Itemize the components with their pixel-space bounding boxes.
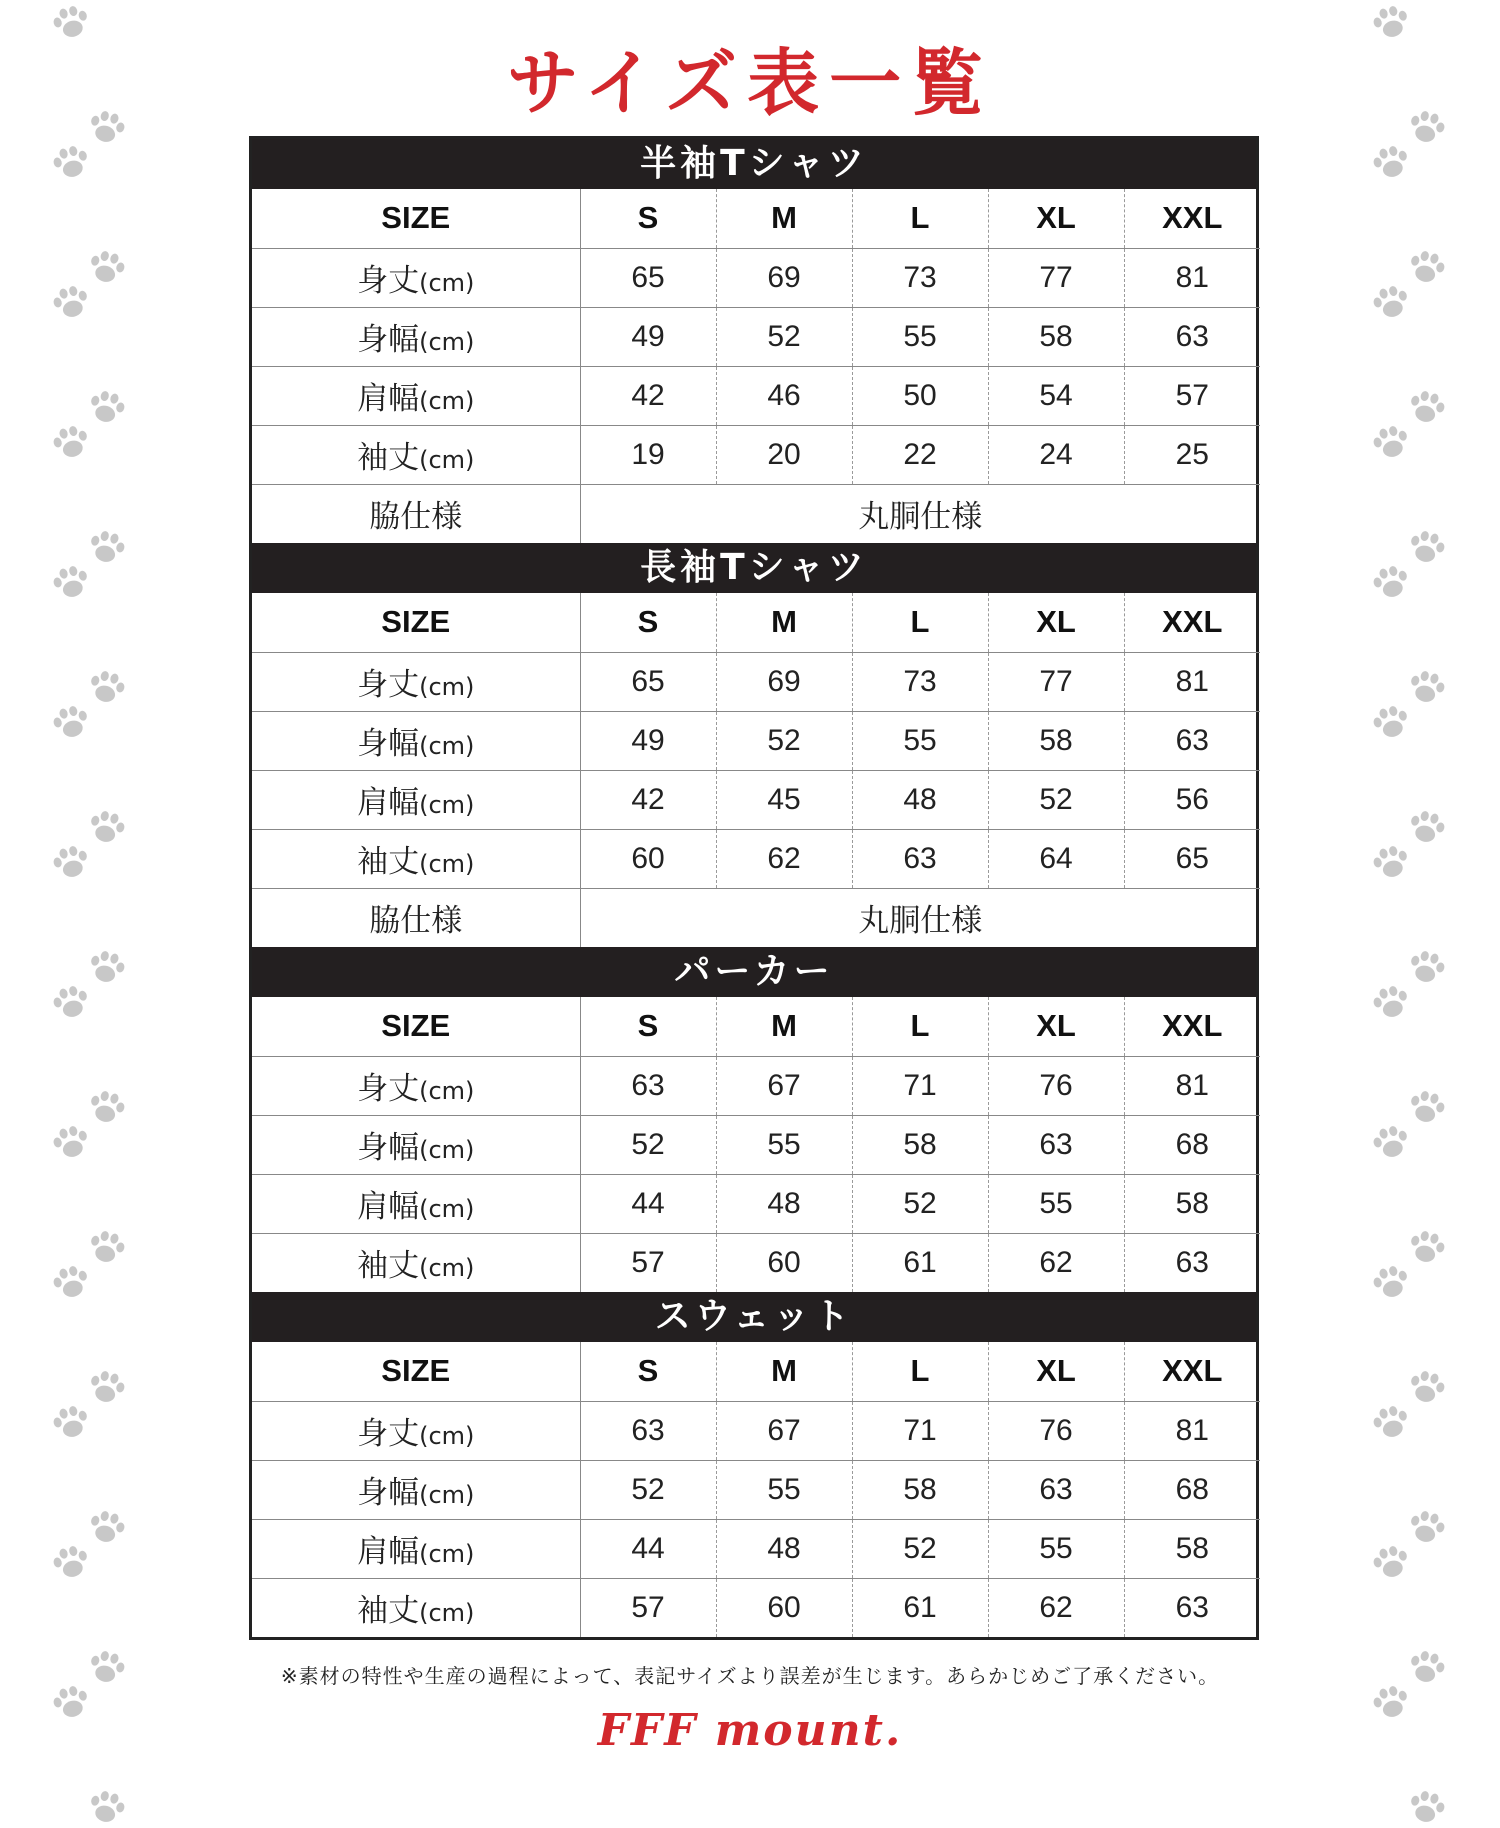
- table-cell: 76: [988, 1056, 1124, 1115]
- row-label: 袖丈(cm): [252, 829, 580, 888]
- paw-print-icon: [1368, 141, 1414, 184]
- size-header-label: SIZE: [252, 189, 580, 248]
- table-cell: 52: [580, 1115, 716, 1174]
- paw-print-icon: [1368, 561, 1414, 604]
- size-m: M: [716, 1342, 852, 1401]
- table-row: [252, 1233, 1260, 1292]
- paw-print-icon: [1404, 806, 1450, 849]
- paw-print-icon: [84, 806, 130, 849]
- size-s: S: [637, 604, 659, 640]
- table-cell: 63: [1124, 1233, 1260, 1292]
- table-cell: 49: [580, 307, 716, 366]
- table-cell: 61: [852, 1233, 988, 1292]
- table-row: [252, 770, 1260, 829]
- brand-logo: FFF mount.: [597, 1705, 903, 1756]
- side-spec-label: 脇仕様: [252, 888, 580, 947]
- table-row: [252, 1519, 1260, 1578]
- size-xl: XL: [988, 1342, 1124, 1401]
- paw-print-icon: [1404, 946, 1450, 989]
- size-s: S: [637, 200, 659, 236]
- row-label: 袖丈(cm): [252, 425, 580, 484]
- table-cell: 60: [716, 1578, 852, 1637]
- section-header-short-sleeve: 半袖Tシャツ: [252, 139, 1256, 189]
- row-label: 身丈(cm): [252, 1056, 580, 1115]
- paw-pattern-left: [40, 0, 170, 1800]
- paw-pattern-right: [1360, 0, 1490, 1800]
- paw-print-icon: [84, 386, 130, 429]
- paw-print-icon: [1404, 666, 1450, 709]
- size-table-sweat: [252, 1342, 1260, 1637]
- table-cell: 73: [852, 652, 988, 711]
- size-chart: [249, 136, 1259, 1640]
- paw-print-icon: [84, 666, 130, 709]
- size-xxl: XXL: [1124, 593, 1260, 652]
- paw-print-icon: [48, 281, 94, 324]
- table-cell: 52: [716, 711, 852, 770]
- row-label: 身丈(cm): [252, 248, 580, 307]
- table-cell: 48: [852, 770, 988, 829]
- size-header-row: [252, 189, 1260, 248]
- size-xl: XL: [988, 997, 1124, 1056]
- table-row: [252, 1401, 1260, 1460]
- paw-print-icon: [1404, 526, 1450, 569]
- table-cell: 58: [1124, 1174, 1260, 1233]
- row-label: 肩幅(cm): [252, 770, 580, 829]
- table-cell: 55: [852, 307, 988, 366]
- table-row: [252, 829, 1260, 888]
- table-cell: 44: [580, 1174, 716, 1233]
- table-cell: 73: [852, 248, 988, 307]
- paw-print-icon: [1404, 246, 1450, 289]
- table-cell: 81: [1124, 248, 1260, 307]
- size-table-short-sleeve: [252, 189, 1260, 543]
- table-cell: 58: [1124, 1519, 1260, 1578]
- table-cell: 52: [716, 307, 852, 366]
- table-cell: 52: [852, 1174, 988, 1233]
- paw-print-icon: [1368, 1121, 1414, 1164]
- table-cell: 63: [852, 829, 988, 888]
- table-cell: 68: [1124, 1115, 1260, 1174]
- table-cell: 62: [988, 1578, 1124, 1637]
- table-cell: 62: [716, 829, 852, 888]
- paw-print-icon: [48, 421, 94, 464]
- paw-print-icon: [48, 981, 94, 1024]
- paw-print-icon: [1368, 1541, 1414, 1584]
- table-cell: 60: [716, 1233, 852, 1292]
- row-label: 身幅(cm): [252, 1460, 580, 1519]
- paw-print-icon: [1368, 1, 1414, 44]
- table-cell: 57: [1124, 366, 1260, 425]
- table-cell: 20: [716, 425, 852, 484]
- table-cell: 56: [1124, 770, 1260, 829]
- row-label: 身幅(cm): [252, 307, 580, 366]
- size-header-row: [252, 997, 1260, 1056]
- row-label: 身丈(cm): [252, 1401, 580, 1460]
- table-cell: 55: [852, 711, 988, 770]
- paw-print-icon: [48, 1261, 94, 1304]
- table-row: [252, 652, 1260, 711]
- table-cell: 67: [716, 1401, 852, 1460]
- side-spec-value: 丸胴仕様: [580, 888, 1260, 947]
- table-cell: 63: [580, 1401, 716, 1460]
- table-cell: 55: [988, 1174, 1124, 1233]
- table-cell: 81: [1124, 1401, 1260, 1460]
- size-header-row: [252, 593, 1260, 652]
- row-label: 身幅(cm): [252, 711, 580, 770]
- size-header-row: [252, 1342, 1260, 1401]
- table-cell: 52: [988, 770, 1124, 829]
- table-cell: 55: [988, 1519, 1124, 1578]
- paw-print-icon: [48, 141, 94, 184]
- table-row: [252, 1578, 1260, 1637]
- row-label: 肩幅(cm): [252, 1519, 580, 1578]
- size-l: L: [852, 1342, 988, 1401]
- paw-print-icon: [84, 1086, 130, 1129]
- table-cell: 46: [716, 366, 852, 425]
- table-cell: 69: [716, 652, 852, 711]
- table-cell: 50: [852, 366, 988, 425]
- table-cell: 55: [716, 1460, 852, 1519]
- table-cell: 81: [1124, 652, 1260, 711]
- table-cell: 67: [716, 1056, 852, 1115]
- size-l: L: [852, 189, 988, 248]
- table-row: [252, 1174, 1260, 1233]
- paw-print-icon: [48, 1401, 94, 1444]
- row-label: 肩幅(cm): [252, 1174, 580, 1233]
- paw-print-icon: [1368, 1261, 1414, 1304]
- table-row: [252, 711, 1260, 770]
- paw-print-icon: [84, 246, 130, 289]
- size-xxl: XXL: [1124, 997, 1260, 1056]
- table-cell: 58: [988, 307, 1124, 366]
- paw-print-icon: [84, 1226, 130, 1269]
- paw-print-icon: [84, 1366, 130, 1409]
- paw-print-icon: [84, 1786, 130, 1828]
- size-s: S: [637, 1353, 659, 1389]
- table-cell: 24: [988, 425, 1124, 484]
- paw-print-icon: [1404, 1786, 1450, 1828]
- paw-print-icon: [48, 841, 94, 884]
- paw-print-icon: [1404, 386, 1450, 429]
- table-row: [252, 1460, 1260, 1519]
- size-xxl: XXL: [1124, 189, 1260, 248]
- table-cell: 71: [852, 1401, 988, 1460]
- size-header-label: SIZE: [252, 997, 580, 1056]
- table-cell: 77: [988, 652, 1124, 711]
- page-title: サイズ表一覧: [506, 41, 994, 125]
- table-row: [252, 248, 1260, 307]
- table-cell: 62: [988, 1233, 1124, 1292]
- paw-print-icon: [1404, 1226, 1450, 1269]
- size-s: S: [637, 1008, 659, 1044]
- paw-print-icon: [1404, 1086, 1450, 1129]
- paw-print-icon: [48, 1, 94, 44]
- table-cell: 65: [580, 248, 716, 307]
- table-row: [252, 425, 1260, 484]
- section-header-parka: パーカー: [252, 947, 1256, 997]
- table-cell: 77: [988, 248, 1124, 307]
- paw-print-icon: [1368, 981, 1414, 1024]
- table-cell: 65: [1124, 829, 1260, 888]
- table-cell: 65: [580, 652, 716, 711]
- table-cell: 71: [852, 1056, 988, 1115]
- table-row: [252, 1115, 1260, 1174]
- paw-print-icon: [1368, 281, 1414, 324]
- size-header-label: SIZE: [252, 593, 580, 652]
- paw-print-icon: [48, 701, 94, 744]
- table-cell: 22: [852, 425, 988, 484]
- size-m: M: [716, 997, 852, 1056]
- size-header-label: SIZE: [252, 1342, 580, 1401]
- row-label: 身幅(cm): [252, 1115, 580, 1174]
- table-cell: 57: [580, 1233, 716, 1292]
- paw-print-icon: [48, 561, 94, 604]
- paw-print-icon: [1404, 1366, 1450, 1409]
- table-cell: 45: [716, 770, 852, 829]
- table-cell: 63: [988, 1115, 1124, 1174]
- table-cell: 58: [852, 1460, 988, 1519]
- table-row: [252, 1056, 1260, 1115]
- table-cell: 48: [716, 1174, 852, 1233]
- disclaimer-note: ※素材の特性や生産の過程によって、表記サイズより誤差が生じます。あらかじめご了承ください。: [280, 1664, 1220, 1688]
- table-cell: 42: [580, 366, 716, 425]
- table-cell: 19: [580, 425, 716, 484]
- side-spec-label: 脇仕様: [252, 484, 580, 543]
- size-m: M: [716, 189, 852, 248]
- table-cell: 63: [988, 1460, 1124, 1519]
- paw-print-icon: [48, 1121, 94, 1164]
- section-header-long-sleeve: 長袖Tシャツ: [252, 543, 1256, 593]
- row-label: 身丈(cm): [252, 652, 580, 711]
- size-table-parka: [252, 997, 1260, 1292]
- row-label: 袖丈(cm): [252, 1233, 580, 1292]
- table-cell: 63: [580, 1056, 716, 1115]
- table-cell: 81: [1124, 1056, 1260, 1115]
- size-xxl: XXL: [1124, 1342, 1260, 1401]
- table-cell: 63: [1124, 307, 1260, 366]
- size-table-long-sleeve: [252, 593, 1260, 947]
- size-m: M: [716, 593, 852, 652]
- paw-print-icon: [84, 946, 130, 989]
- table-cell: 63: [1124, 1578, 1260, 1637]
- paw-print-icon: [1368, 1401, 1414, 1444]
- side-spec-row: [252, 888, 1260, 947]
- paw-print-icon: [48, 1541, 94, 1584]
- row-label: 肩幅(cm): [252, 366, 580, 425]
- table-cell: 57: [580, 1578, 716, 1637]
- table-cell: 52: [580, 1460, 716, 1519]
- paw-print-icon: [84, 1506, 130, 1549]
- table-cell: 44: [580, 1519, 716, 1578]
- table-cell: 42: [580, 770, 716, 829]
- table-cell: 52: [852, 1519, 988, 1578]
- table-cell: 58: [852, 1115, 988, 1174]
- table-cell: 61: [852, 1578, 988, 1637]
- table-cell: 63: [1124, 711, 1260, 770]
- section-header-sweat: スウェット: [252, 1292, 1256, 1342]
- side-spec-value: 丸胴仕様: [580, 484, 1260, 543]
- paw-print-icon: [84, 526, 130, 569]
- table-cell: 58: [988, 711, 1124, 770]
- size-xl: XL: [988, 593, 1124, 652]
- paw-print-icon: [1404, 1506, 1450, 1549]
- paw-print-icon: [1368, 421, 1414, 464]
- table-cell: 68: [1124, 1460, 1260, 1519]
- paw-print-icon: [1368, 841, 1414, 884]
- table-row: [252, 366, 1260, 425]
- table-cell: 54: [988, 366, 1124, 425]
- table-cell: 48: [716, 1519, 852, 1578]
- table-row: [252, 307, 1260, 366]
- paw-print-icon: [1368, 701, 1414, 744]
- table-cell: 25: [1124, 425, 1260, 484]
- table-cell: 60: [580, 829, 716, 888]
- size-xl: XL: [988, 189, 1124, 248]
- side-spec-row: [252, 484, 1260, 543]
- row-label: 袖丈(cm): [252, 1578, 580, 1637]
- table-cell: 55: [716, 1115, 852, 1174]
- size-l: L: [852, 997, 988, 1056]
- table-cell: 76: [988, 1401, 1124, 1460]
- table-cell: 64: [988, 829, 1124, 888]
- size-l: L: [852, 593, 988, 652]
- table-cell: 49: [580, 711, 716, 770]
- table-cell: 69: [716, 248, 852, 307]
